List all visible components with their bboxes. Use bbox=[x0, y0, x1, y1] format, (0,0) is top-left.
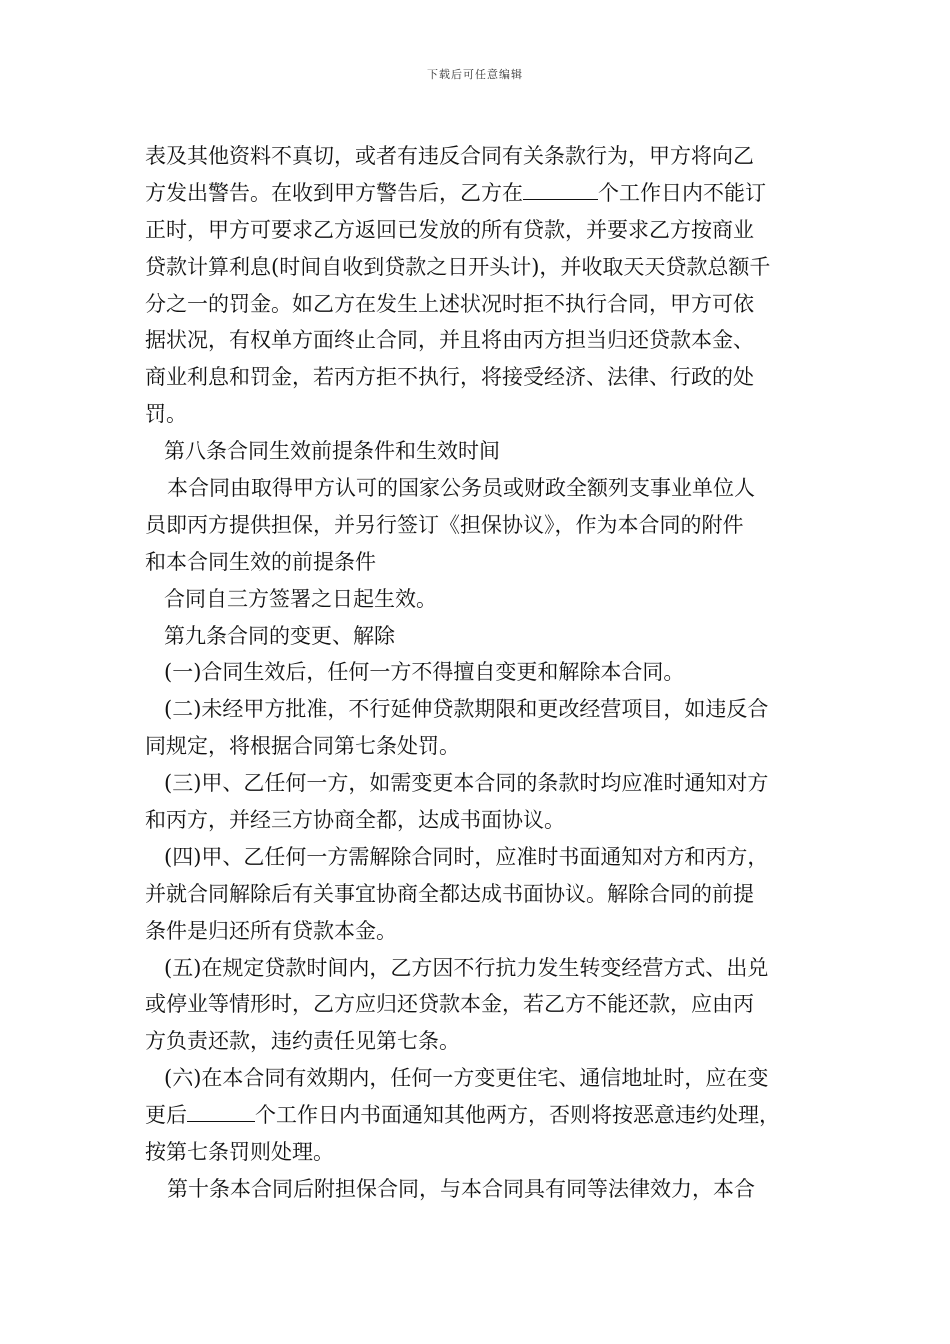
section-heading: 第九条合同的变更、解除 bbox=[164, 623, 395, 648]
text-line: 和本合同生效的前提条件 bbox=[145, 549, 376, 574]
text-segment: 个工作日内不能订 bbox=[598, 180, 766, 205]
list-item: (四)甲、乙任何一方需解除合同时，应准时书面通知对方和丙方， bbox=[164, 844, 769, 869]
document-body bbox=[145, 138, 815, 1208]
section-heading: 第八条合同生效前提条件和生效时间 bbox=[164, 439, 500, 464]
text-line: 据状况，有权单方面终止合同，并且将由丙方担当归还贷款本金、 bbox=[145, 328, 754, 353]
text-segment: 方发出警告。在收到甲方警告后，乙方在 bbox=[145, 180, 523, 205]
text-line: 同规定，将根据合同第七条处罚。 bbox=[145, 734, 460, 759]
text-segment: 个工作日内书面通知其他两方，否则将按恶意违约处理， bbox=[255, 1103, 780, 1128]
text-line: 方负责还款，违约责任见第七条。 bbox=[145, 1029, 460, 1054]
list-item: (一)合同生效后，任何一方不得擅自变更和解除本合同。 bbox=[164, 660, 685, 685]
text-line: 和丙方，并经三方协商全都，达成书面协议。 bbox=[145, 808, 565, 833]
text-line: 罚。 bbox=[145, 402, 187, 427]
text-line: 表及其他资料不真切，或者有违反合同有关条款行为，甲方将向乙 bbox=[145, 144, 754, 168]
text-line: 或停业等情形时，乙方应归还贷款本金，若乙方不能还款，应由丙 bbox=[145, 992, 754, 1017]
text-line: 并就合同解除后有关事宜协商全都达成书面协议。解除合同的前提 bbox=[145, 881, 754, 906]
text-line: 正时，甲方可要求乙方返回已发放的所有贷款，并要求乙方按商业 bbox=[145, 217, 754, 242]
list-item: (五)在规定贷款时间内，乙方因不行抗力发生转变经营方式、出兑 bbox=[164, 955, 769, 980]
section-heading: 第十条本合同后附担保合同，与本合同具有同等法律效力，本合 bbox=[167, 1176, 755, 1201]
text-line: 按第七条罚则处理。 bbox=[145, 1140, 334, 1165]
text-line: 分之一的罚金。如乙方在发生上述状况时拒不执行合同，甲方可依 bbox=[145, 291, 754, 316]
fill-in-blank[interactable] bbox=[187, 1099, 255, 1122]
text-line: 合同自三方签署之日起生效。 bbox=[164, 586, 437, 611]
text-segment: 更后 bbox=[145, 1103, 187, 1128]
text-line bbox=[145, 1097, 815, 1134]
list-item: (六)在本合同有效期内，任何一方变更住宅、通信地址时，应在变 bbox=[164, 1066, 769, 1091]
text-line: 贷款计算利息(时间自收到贷款之日开头计)，并收取天天贷款总额千 bbox=[145, 254, 771, 279]
list-item: (三)甲、乙任何一方，如需变更本合同的条款时均应准时通知对方 bbox=[164, 771, 769, 796]
text-line: 本合同由取得甲方认可的国家公务员或财政全额列支事业单位人 bbox=[167, 476, 755, 501]
text-line: 员即丙方提供担保，并另行签订《担保协议》，作为本合同的附件 bbox=[145, 512, 744, 537]
page-header: 下载后可任意编辑 bbox=[427, 68, 523, 81]
text-line: 条件是归还所有贷款本金。 bbox=[145, 918, 397, 943]
text-line bbox=[145, 175, 815, 212]
fill-in-blank[interactable] bbox=[523, 177, 598, 200]
list-item: (二)未经甲方批准，不行延伸贷款期限和更改经营项目，如违反合 bbox=[164, 697, 769, 722]
text-line: 商业利息和罚金，若丙方拒不执行，将接受经济、法律、行政的处 bbox=[145, 365, 754, 390]
